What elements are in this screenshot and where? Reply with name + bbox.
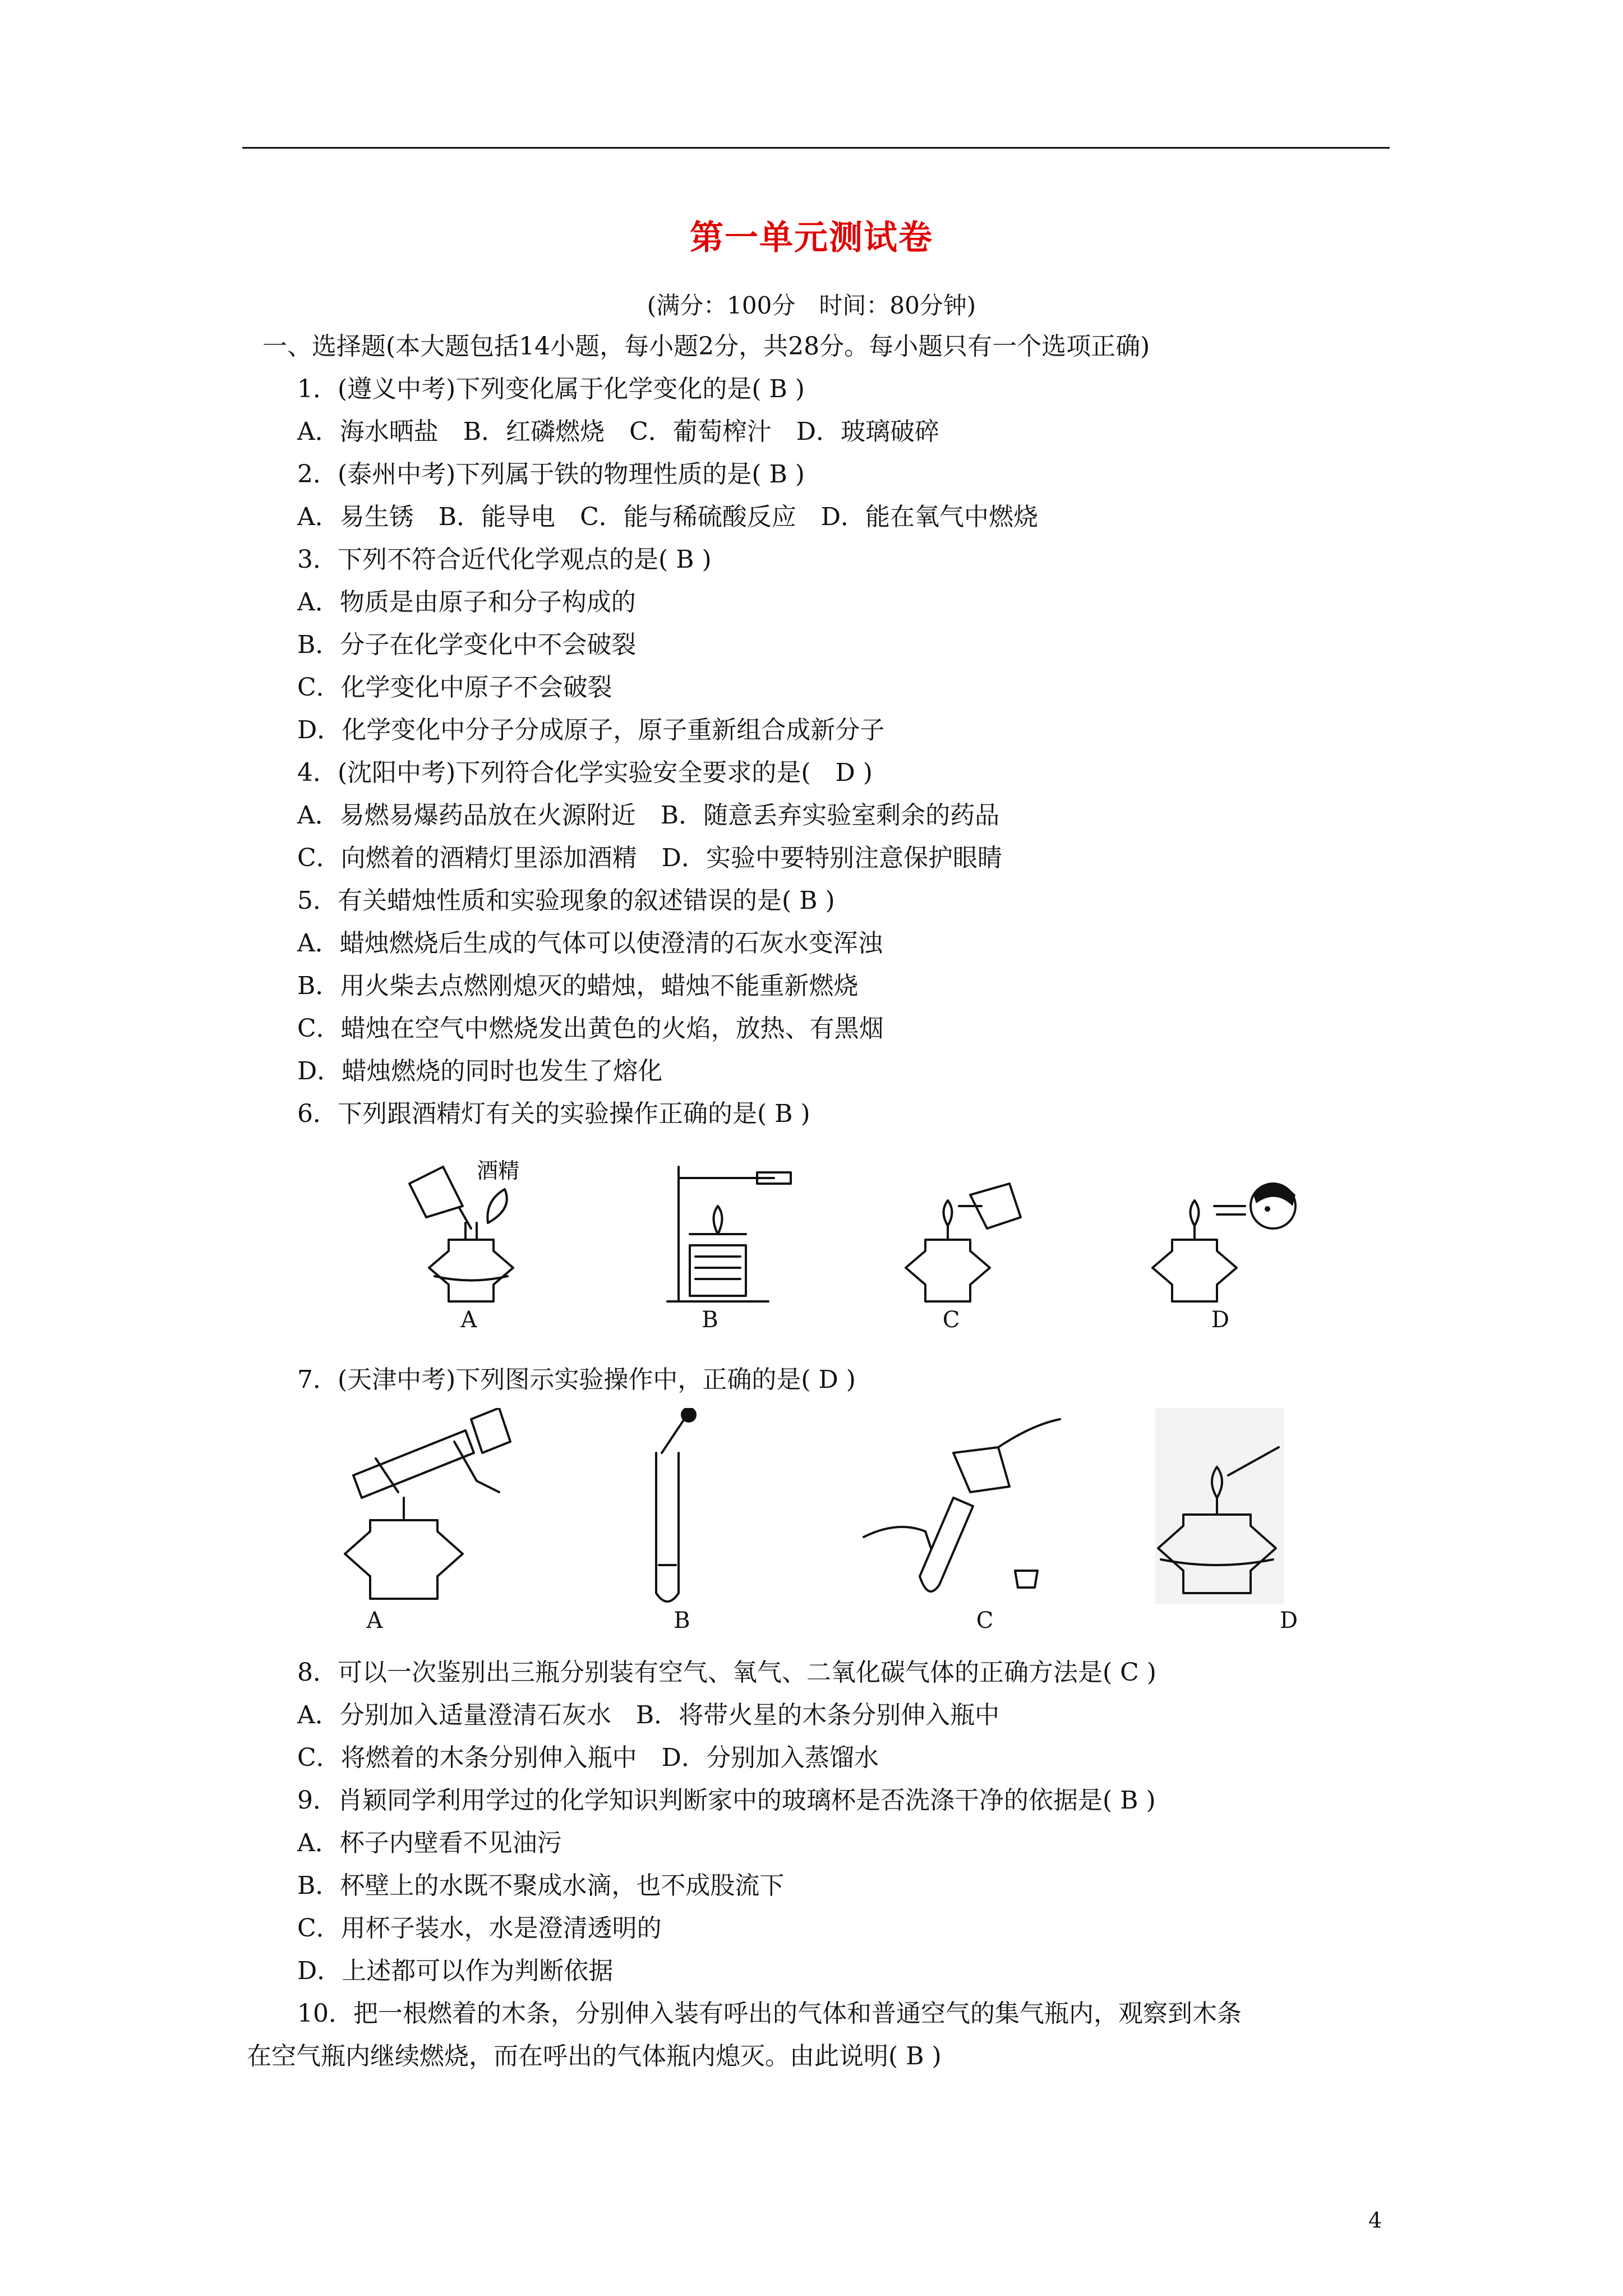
question-4-stem: 4．(沈阳中考)下列符合化学实验安全要求的是( D ) [297, 758, 873, 787]
question-10-stem: 10．把一根燃着的木条，分别伸入装有呼出的气体和普通空气的集气瓶内，观察到木条 [297, 1999, 1242, 2028]
question-1-options: A．海水晒盐 B．红磷燃烧 C．葡萄榨汁 D．玻璃破碎 [297, 417, 940, 446]
figure-6b-heating-with-stand [667, 1167, 791, 1301]
question-9-option-b: B．杯壁上的水既不聚成水滴，也不成股流下 [297, 1871, 785, 1900]
question-7-stem: 7．(天津中考)下列图示实验操作中，正确的是( D ) [297, 1365, 856, 1394]
figure-7b-dropper-in-tube [656, 1408, 697, 1602]
figure-6-caption-b: B [702, 1307, 718, 1333]
question-9-option-c: C．用杯子装水，水是澄清透明的 [297, 1914, 662, 1943]
page-title: 第一单元测试卷 [690, 218, 933, 257]
figure-6a-alcohol-label: 酒精 [477, 1158, 520, 1183]
question-5-option-d: D．蜡烛燃烧的同时也发生了熔化 [297, 1057, 663, 1085]
question-5-option-c: C．蜡烛在空气中燃烧发出黄色的火焰，放热、有黑烟 [297, 1014, 884, 1043]
figure-6-caption-d: D [1211, 1307, 1230, 1333]
question-5-stem: 5．有关蜡烛性质和实验现象的叙述错误的是( B ) [297, 886, 835, 915]
question-8-stem: 8．可以一次鉴别出三瓶分别装有空气、氧气、二氧化碳气体的正确方法是( C ) [297, 1658, 1156, 1687]
figure-7d-light-with-match [1155, 1408, 1284, 1604]
figure-6-caption-c: C [942, 1307, 960, 1333]
page-subtitle: (满分：100分 时间：80分钟) [647, 292, 976, 319]
figure-6a-refill-lit-lamp [409, 1158, 519, 1301]
figure-7-caption-a: A [366, 1608, 383, 1634]
question-8-options-cd: C．将燃着的木条分别伸入瓶中 D．分别加入蒸馏水 [297, 1743, 879, 1772]
header-rule [242, 147, 1390, 149]
question-3-option-d: D．化学变化中分子分成原子，原子重新组合成新分子 [297, 716, 885, 744]
question-1-stem: 1．(遵义中考)下列变化属于化学变化的是( B ) [297, 375, 805, 403]
question-5-option-b: B．用火柴去点燃刚熄灭的蜡烛，蜡烛不能重新燃烧 [297, 972, 859, 1000]
question-4-options-ab: A．易燃易爆药品放在火源附近 B．随意丢弃实验室剩余的药品 [297, 801, 1000, 830]
question-9-option-d: D．上述都可以作为判断依据 [297, 1957, 614, 1985]
figure-7a-liquid-transfer [345, 1408, 510, 1599]
question-8-options-ab: A．分别加入适量澄清石灰水 B．将带火星的木条分别伸入瓶中 [297, 1701, 1000, 1729]
figure-6-caption-a: A [460, 1307, 477, 1333]
figure-7-caption-c: C [976, 1608, 994, 1634]
figure-7-caption-b: B [674, 1608, 690, 1634]
question-4-options-cd: C．向燃着的酒精灯里添加酒精 D．实验中要特别注意保护眼睛 [297, 844, 1002, 872]
figure-7-caption-d: D [1279, 1608, 1298, 1634]
question-5-option-a: A．蜡烛燃烧后生成的气体可以使澄清的石灰水变浑浊 [297, 929, 883, 958]
question-3-option-a: A．物质是由原子和分子构成的 [297, 588, 636, 616]
figure-6d-blow-out-lamp [1152, 1184, 1295, 1301]
question-2-options: A．易生锈 B．能导电 C．能与稀硫酸反应 D．能在氧气中燃烧 [297, 503, 1039, 531]
page-number: 4 [1368, 2208, 1382, 2233]
question-9-stem: 9．肖颖同学利用学过的化学知识判断家中的玻璃杯是否洗涤干净的依据是( B ) [297, 1786, 1156, 1815]
question-3-option-b: B．分子在化学变化中不会破裂 [297, 631, 637, 659]
figure-7c-pouring-into-tube [864, 1419, 1060, 1591]
question-10-stem-continued: 在空气瓶内继续燃烧，而在呼出的气体瓶内熄灭。由此说明( B ) [247, 2042, 942, 2070]
question-9-option-a: A．杯子内壁看不见油污 [297, 1829, 562, 1857]
question-6-stem: 6．下列跟酒精灯有关的实验操作正确的是( B ) [297, 1099, 810, 1128]
question-3-option-c: C．化学变化中原子不会破裂 [297, 673, 612, 702]
section-heading: 一、选择题(本大题包括14小题，每小题2分，共28分。每小题只有一个选项正确) [262, 332, 1150, 361]
figure-6c-light-from-another-lamp [906, 1184, 1021, 1301]
figure-7-lab-operations [314, 1408, 1380, 1616]
question-2-stem: 2．(泰州中考)下列属于铁的物理性质的是( B ) [297, 460, 805, 489]
figure-6-alcohol-lamp-operations [387, 1156, 1509, 1318]
question-3-stem: 3．下列不符合近代化学观点的是( B ) [297, 545, 712, 574]
